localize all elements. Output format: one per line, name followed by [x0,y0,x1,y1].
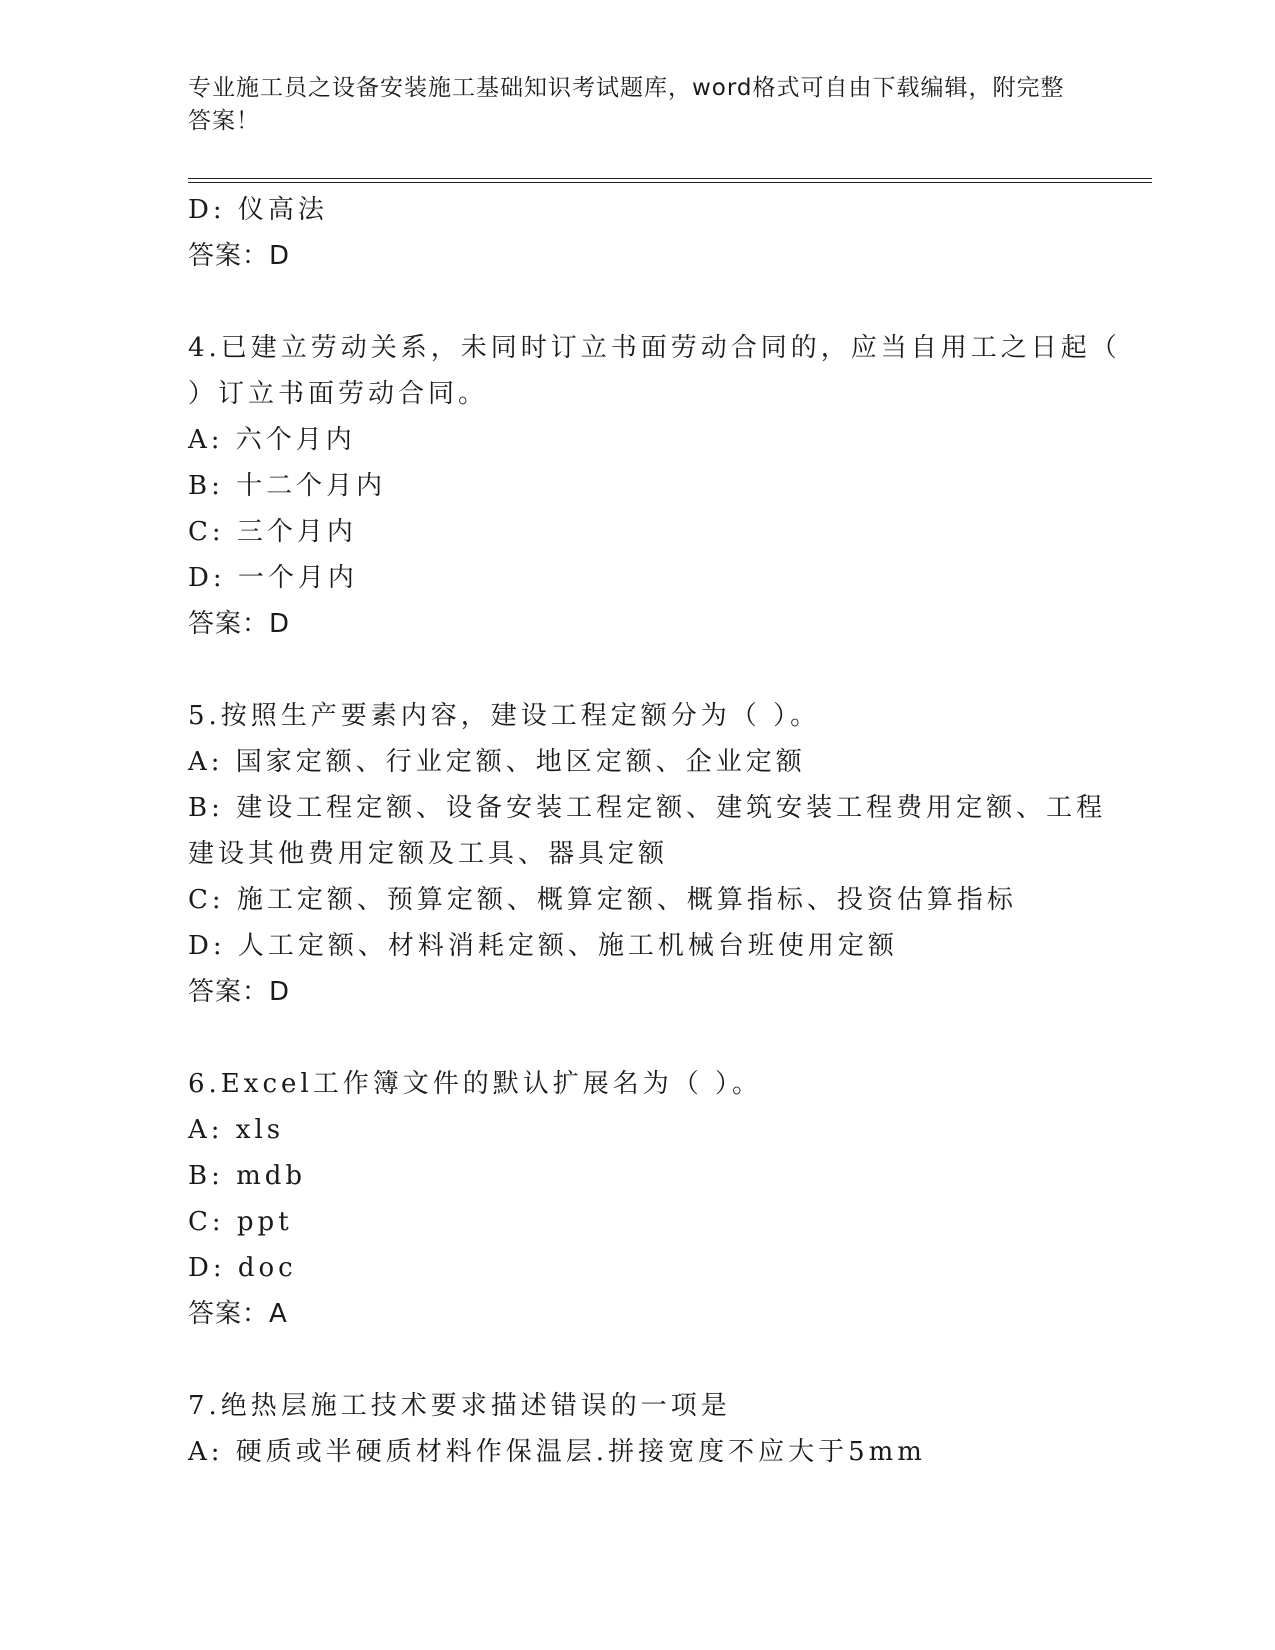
option-d: D: doc [188,1253,297,1283]
option-c: C: ppt [188,1207,293,1237]
option-a: A: 国家定额、行业定额、地区定额、企业定额 [188,747,806,777]
option-b: B: 十二个月内 [188,471,387,501]
header-rule-top [188,178,1152,179]
header-rule-bottom [188,182,1152,183]
question-stem: 6.Excel工作簿文件的默认扩展名为（ ）。 [188,1069,762,1099]
option-b: B: mdb [188,1161,307,1191]
option-a: A: xls [188,1115,285,1145]
page-header: 专业施工员之设备安装施工基础知识考试题库，word格式可自由下载编辑，附完整答案！ [188,75,1065,134]
answer-line: 答案：D [188,609,291,639]
question-7 [188,1383,1128,1475]
question-stem: 7.绝热层施工技术要求描述错误的一项是 [188,1391,731,1421]
question-fragment [188,187,1128,279]
question-5 [188,693,1128,1015]
answer-line: 答案：D [188,977,291,1007]
document-body [188,187,1128,1475]
option-a: A: 硬质或半硬质材料作保温层.拼接宽度不应大于5mm [188,1437,926,1467]
option-c: C: 施工定额、预算定额、概算定额、概算指标、投资估算指标 [188,885,1017,915]
question-4 [188,325,1128,647]
option-d: D: 仪高法 [188,195,328,225]
answer-line: 答案：D [188,241,291,271]
question-stem: 5.按照生产要素内容，建设工程定额分为（ ）。 [188,701,821,731]
option-c: C: 三个月内 [188,517,357,547]
option-d: D: 一个月内 [188,563,358,593]
option-a: A: 六个月内 [188,425,356,455]
answer-line: 答案：A [188,1299,288,1329]
question-stem: 4.已建立劳动关系，未同时订立书面劳动合同的，应当自用工之日起（ ）订立书面劳动合同。 [188,333,1121,409]
option-b: B: 建设工程定额、设备安装工程定额、建筑安装工程费用定额、工程建设其他费用定额及工具、器具定额 [188,793,1107,869]
option-d: D: 人工定额、材料消耗定额、施工机械台班使用定额 [188,931,898,961]
question-6 [188,1061,1128,1337]
